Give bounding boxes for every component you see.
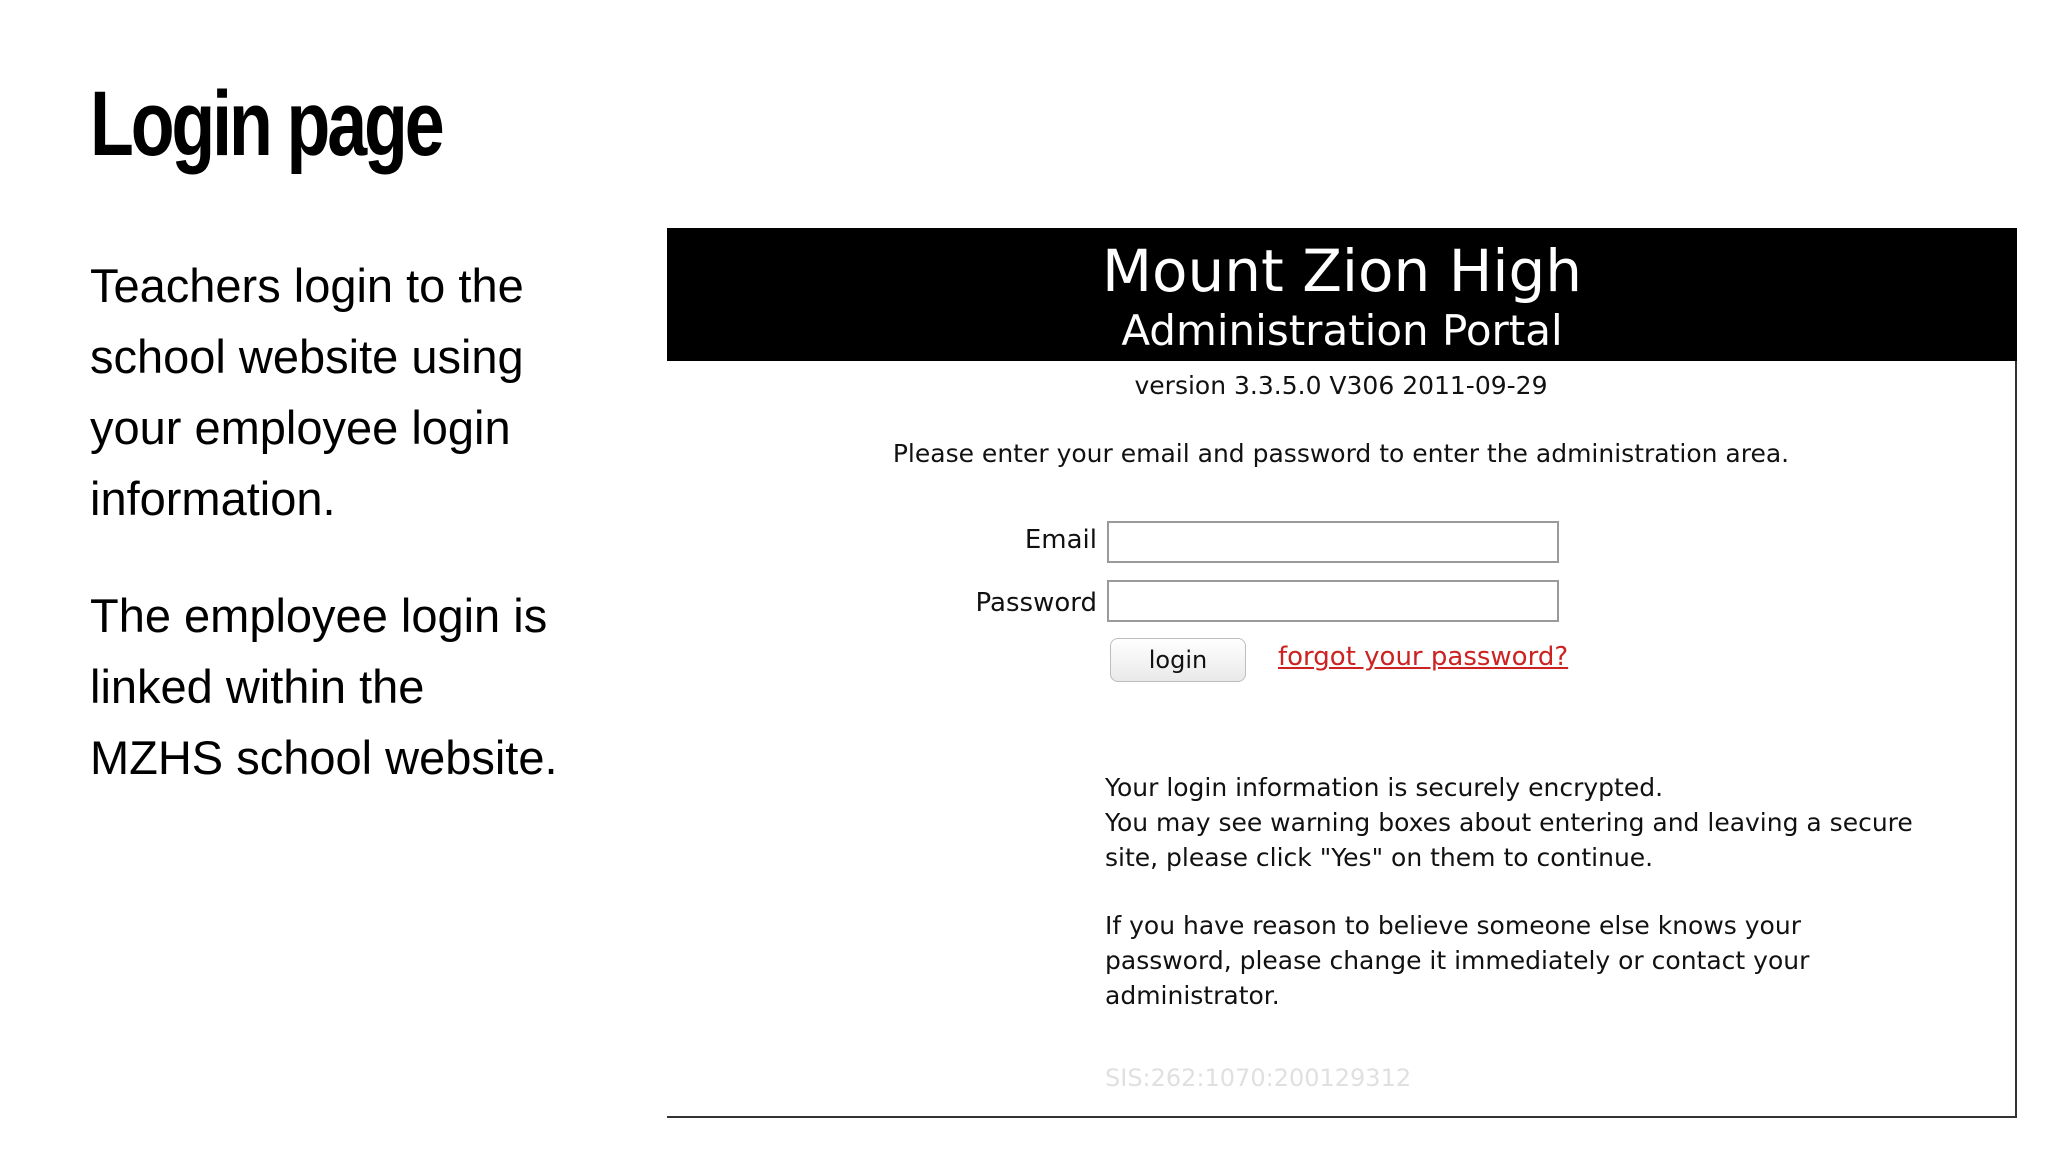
- forgot-password-link[interactable]: forgot your password?: [1278, 642, 1569, 672]
- info-line: Your login information is securely encrypted.: [1105, 773, 1664, 802]
- info-line: You may see warning boxes about entering and leaving a secure: [1105, 808, 1913, 837]
- email-field[interactable]: [1107, 521, 1559, 563]
- slide-title: Login page: [90, 73, 442, 175]
- portal-header: [667, 228, 2017, 361]
- version-text: version 3.3.5.0 V306 2011-09-29: [1134, 371, 1548, 400]
- sis-code: SIS:262:1070:200129312: [1105, 1064, 1412, 1092]
- info-line: administrator.: [1105, 981, 1280, 1010]
- encryption-notice: [1105, 770, 2005, 875]
- email-label: Email: [1024, 525, 1097, 555]
- info-line: password, please change it immediately or contact your: [1105, 946, 1810, 975]
- password-field[interactable]: [1107, 580, 1559, 622]
- slide-paragraph: Teachers login to the school website using your employee login information.: [90, 259, 524, 525]
- login-instruction: Please enter your email and password to enter the administration area.: [892, 439, 1790, 468]
- login-portal-screenshot: [667, 228, 2017, 1118]
- password-label: Password: [975, 588, 1097, 618]
- info-line: If you have reason to believe someone else knows your: [1105, 911, 1801, 940]
- portal-subtitle: Administration Portal: [1121, 306, 1563, 355]
- slide-paragraph: The employee login is linked within the MZHS school website.: [90, 589, 558, 784]
- password-security-notice: [1105, 908, 2005, 1013]
- slide-body: [90, 250, 570, 839]
- info-line: site, please click "Yes" on them to continue.: [1105, 843, 1654, 872]
- login-button[interactable]: login: [1110, 638, 1246, 682]
- school-name: Mount Zion High: [1101, 237, 1583, 305]
